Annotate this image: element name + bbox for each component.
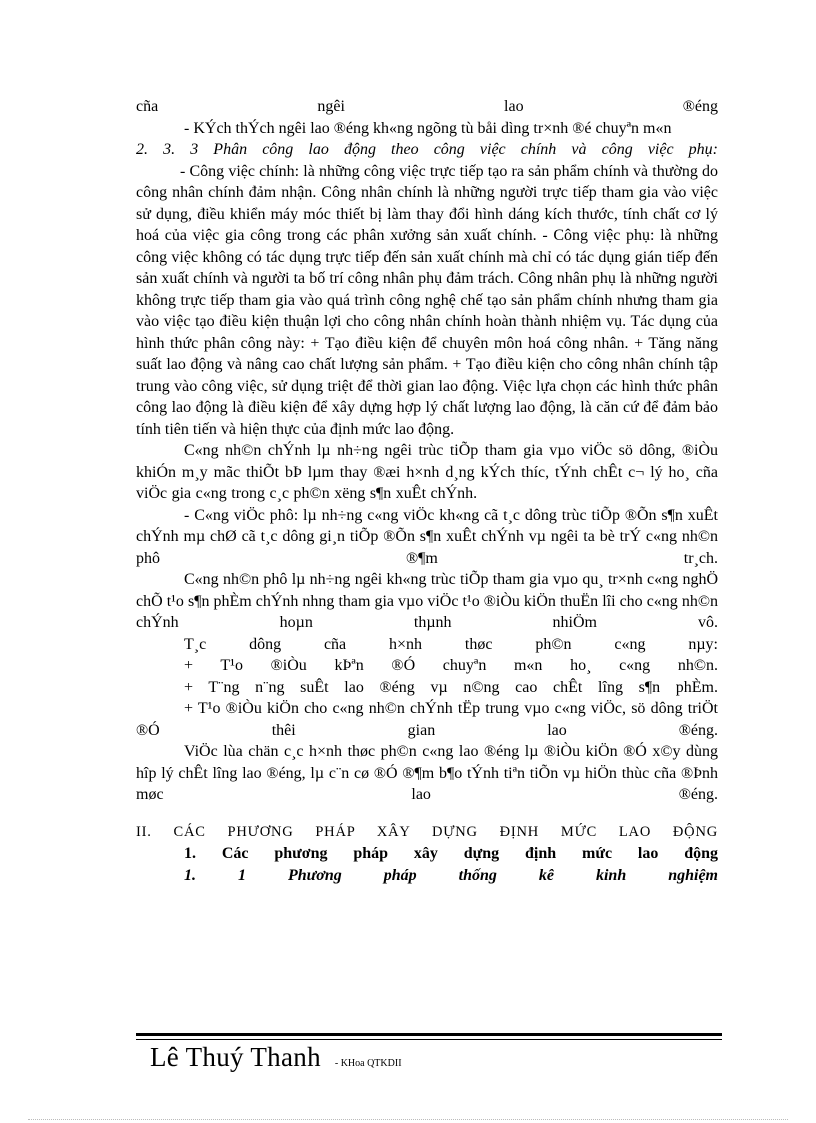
- chapter-heading-ii: II. CÁC PHƯƠNG PHÁP XÂY DỰNG ĐỊNH MỨC LAO ĐỘNG: [136, 823, 718, 840]
- document-body: [136, 96, 718, 886]
- paragraph-main-work-unicode: - Công việc chính: là những công việc trực tiếp tạo ra sản phẩm chính và thường do công nhân chính đảm nhận. Công nhân chính là những người trực tiếp tham gia vào việc sử dụng, điều khiển máy móc thiết bị làm thay đổi hình dáng kích thước, tính chất cơ lý hoá của việc gia công trong các phân xưởng sản xuất chính. - Công việc phụ: là những công việc không có tác dụng trực tiếp đến sản xuất chính mà chỉ có tác dụng gián tiếp đến sản xuất chính và người ta bố trí công nhân phụ đảm trách. Công nhân phụ là những người không trực tiếp tham gia vào quá trình công nghệ chế tạo sản phẩm chính nhưng tham gia vào việc tạo điều kiện thuận lợi cho công nhân chính hoàn thành nhiệm vụ. Tác dụng của hình thức phân công này: + Tạo điều kiện để chuyên môn hoá công nhân. + Tăng năng suất lao động và nâng cao chất lượng sản phẩm. + Tạo điều kiện cho công nhân chính tập trung vào công việc, sử dụng triệt để thời gian lao động. Việc lựa chọn các hình thức phân công lao động là điều kiện để xây dựng hợp lý chất lượng lao động, là căn cứ để đảm bảo tính tiên tiến và hiện thực của định mức lao động.: [136, 162, 718, 438]
- paragraph-aux-work: - C«ng viÖc phô: lµ nh÷ng c«ng viÖc kh«ng cã t¸c dông trùc tiÕp ®Õn s¶n xuÊt chÝnh mµ chØ cã t¸c dông gi¸n tiÕp ®Õn s¶n xuÊt chÝnh vµ ngêi ta bè trÝ c«ng nh©n phô ®¶m tr¸ch.: [136, 506, 718, 567]
- paragraph-main-worker: C«ng nh©n chÝnh lµ nh÷ng ngêi trùc tiÕp tham gia vµo viÖc sö dông, ®iÒu khiÓn m¸y mãc thiÕt bÞ lµm thay ®æi h×nh d¸ng kÝch thíc, tÝnh chÊt c¬ lý ho¸ cña viÖc gia c«ng trong c¸c ph©n xëng s¶n xuÊt chÝnh.: [136, 442, 718, 502]
- paragraph-effect-2: + T¨ng n¨ng suÊt lao ®éng vµ n©ng cao chÊt lîng s¶n phÈm.: [184, 678, 718, 696]
- paragraph-effects-intro: T¸c dông cña h×nh thøc ph©n c«ng nµy:: [184, 635, 718, 653]
- paragraph-continuation: cña ngêi lao ®éng: [136, 98, 718, 115]
- footer-author: Lê Thuý Thanh: [150, 1042, 321, 1072]
- subsection-heading-1: 1. Các phương pháp xây dựng định mức lao động: [184, 845, 718, 862]
- paragraph-choice: ViÖc lùa chän c¸c h×nh thøc ph©n c«ng lao ®éng lµ ®iÒu kiÖn ®Ó x©y dùng hîp lý chÊt lîng lao ®éng, lµ c¨n cø ®Ó ®¶m b¶o tÝnh tiªn tiÕn vµ hiÖn thùc cña ®Þnh møc lao ®éng.: [136, 743, 718, 803]
- paragraph-effect-3: + T¹o ®iÒu kiÖn cho c«ng nh©n chÝnh tËp trung vµo c«ng viÖc, sö dông triÖt ®Ó thêi gian lao ®éng.: [136, 700, 718, 739]
- paragraph-bullet-training: - KÝch thÝch ngêi lao ®éng kh«ng ngõng tù båi dìng tr×nh ®é chuyªn m«n: [184, 119, 672, 137]
- paragraph-effect-1: + T¹o ®iÒu kÞªn ®Ó chuyªn m«n ho¸ c«ng nh©n.: [184, 657, 718, 674]
- page-bottom-dotted-border: [28, 1119, 788, 1120]
- footer-rule-thin: [136, 1039, 722, 1040]
- page-footer: [150, 1042, 402, 1073]
- footer-rule-thick: [136, 1033, 722, 1036]
- paragraph-aux-worker: C«ng nh©n phô lµ nh÷ng ngêi kh«ng trùc tiÕp tham gia vµo qu¸ tr×nh c«ng nghÖ chÕ t¹o s¶n phÈm chÝnh nhng tham gia vµo viÖc t¹o ®iÒu kiÖn thuËn lîi cho c«ng nh©n chÝnh hoµn thµnh nhiÖm vô.: [136, 571, 718, 631]
- footer-department: - KHoa QTKDII: [334, 1058, 402, 1069]
- subsection-heading-1-1: 1. 1 Phương pháp thống kê kinh nghiệm: [184, 866, 718, 884]
- section-heading-2-3-3: 2. 3. 3 Phân công lao động theo công việc chính và công việc phụ:: [136, 141, 718, 158]
